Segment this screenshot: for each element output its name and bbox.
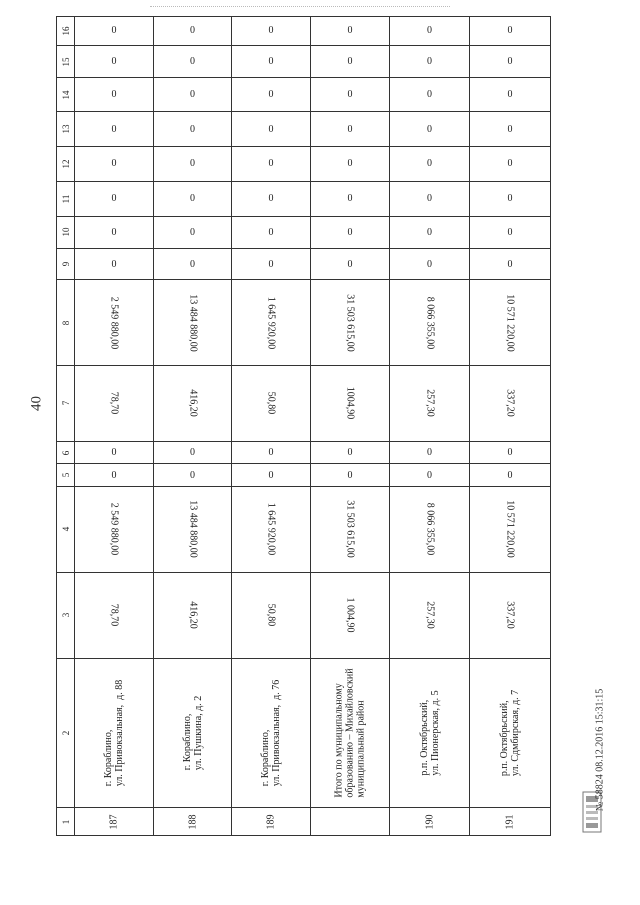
- zero-cell: [470, 181, 551, 216]
- cell-value: 0: [111, 89, 117, 101]
- cell-value: 0: [268, 56, 274, 68]
- table-row: [57, 572, 551, 658]
- cost-value: 2 549 880,00: [108, 503, 120, 556]
- col6-cell: [311, 441, 390, 464]
- area-cell-col3: [470, 572, 551, 658]
- zero-cell: [154, 146, 232, 181]
- zero-cell: [470, 249, 551, 280]
- column-number: 16: [60, 26, 71, 36]
- cost-value: 13 484 880,00: [187, 500, 198, 559]
- column-number: 3: [60, 613, 71, 618]
- cell-value: 0: [507, 89, 513, 101]
- area-value: 416,20: [187, 601, 198, 630]
- zero-cell: [470, 17, 551, 46]
- row-id-cell: [311, 808, 390, 836]
- zero-cell: [232, 146, 311, 181]
- cell-value: 0: [268, 25, 274, 37]
- zero-cell: [154, 181, 232, 216]
- cost-cell-col8: [470, 280, 551, 366]
- table-row: [57, 216, 551, 249]
- document-table: [56, 16, 551, 836]
- col6-cell: [154, 441, 232, 464]
- cell-value: 0: [190, 25, 195, 37]
- zero-cell: [75, 249, 154, 280]
- cell-value: 0: [347, 226, 353, 238]
- address-cell: [75, 658, 154, 807]
- zero-cell: [390, 181, 470, 216]
- zero-cell: [390, 45, 470, 78]
- column-number-cell: [57, 78, 75, 112]
- zero-cell: [470, 146, 551, 181]
- column-number-cell: [57, 441, 75, 464]
- cell-value: 0: [190, 158, 195, 170]
- row-id: 188: [187, 814, 198, 830]
- row-id: 190: [424, 814, 435, 830]
- area-cell-col3: [75, 572, 154, 658]
- cost-cell-col8: [390, 280, 470, 366]
- column-number: 7: [60, 401, 71, 406]
- cell-value: 0: [427, 89, 432, 101]
- cell-value: 0: [507, 25, 513, 37]
- zero-cell: [232, 45, 311, 78]
- column-number: 12: [60, 159, 71, 169]
- cell-value: 0: [427, 193, 432, 205]
- cell-value: 0: [507, 447, 513, 459]
- cell-value: 0: [268, 226, 274, 238]
- column-number-cell: [57, 280, 75, 366]
- zero-cell: [154, 17, 232, 46]
- zero-cell: [232, 112, 311, 147]
- cost-value: 10 571 220,00: [504, 500, 516, 559]
- registration-stamp: [580, 600, 620, 900]
- address-text: р.п. Октябрьский, ул. Сдмбирская, д. 7: [499, 689, 521, 777]
- row-id: 189: [265, 814, 277, 830]
- zero-cell: [232, 181, 311, 216]
- col5-cell: [311, 464, 390, 487]
- cell-value: 0: [347, 56, 353, 68]
- column-number: 9: [60, 261, 71, 267]
- zero-cell: [311, 181, 390, 216]
- cost-value: 1 645 920,00: [265, 296, 277, 349]
- cost-value: 1 645 920,00: [265, 503, 277, 556]
- cost-cell-col8: [75, 280, 154, 366]
- zero-cell: [390, 78, 470, 112]
- cell-value: 0: [427, 56, 432, 68]
- cell-value: 0: [427, 469, 432, 481]
- cell-value: 0: [190, 193, 195, 205]
- cell-value: 0: [347, 193, 353, 205]
- area-value: 78,70: [108, 604, 120, 627]
- stamp-text: № 58824 08.12.2016 15:31:15: [594, 688, 606, 812]
- cell-value: 0: [111, 226, 117, 238]
- cell-value: 0: [111, 56, 117, 68]
- zero-cell: [232, 216, 311, 249]
- cell-value: 0: [347, 123, 353, 135]
- col5-cell: [470, 464, 551, 487]
- zero-cell: [75, 146, 154, 181]
- cell-value: 0: [427, 25, 432, 37]
- area-value: 1004,90: [344, 387, 356, 420]
- table-row: [57, 112, 551, 147]
- cell-value: 0: [268, 158, 274, 170]
- cell-value: 0: [507, 226, 513, 238]
- zero-cell: [311, 45, 390, 78]
- cell-value: 0: [347, 25, 353, 37]
- column-number: 1: [60, 819, 71, 824]
- zero-cell: [154, 78, 232, 112]
- page-number: 40: [28, 396, 45, 411]
- cell-value: 0: [111, 193, 117, 205]
- column-number-cell: [57, 366, 75, 442]
- area-cell-col7: [154, 366, 232, 442]
- zero-cell: [311, 146, 390, 181]
- cost-value: 8 066 355,00: [424, 296, 435, 349]
- cell-value: 0: [111, 469, 117, 481]
- area-cell-col3: [232, 572, 311, 658]
- column-number-cell: [57, 216, 75, 249]
- cell-value: 0: [190, 89, 195, 101]
- zero-cell: [390, 216, 470, 249]
- row-id: 187: [108, 814, 120, 830]
- area-value: 50,80: [265, 604, 277, 627]
- cell-value: 0: [347, 158, 353, 170]
- zero-cell: [390, 249, 470, 280]
- table-row: [57, 486, 551, 572]
- area-cell-col7: [232, 366, 311, 442]
- column-number: 10: [60, 227, 71, 237]
- row-id: 191: [504, 814, 516, 830]
- cell-value: 0: [427, 447, 432, 459]
- area-value: 257,30: [424, 389, 435, 418]
- column-number: 13: [60, 124, 71, 134]
- col6-cell: [470, 441, 551, 464]
- column-number-cell: [57, 249, 75, 280]
- cost-cell-col4: [154, 486, 232, 572]
- cost-cell-col8: [154, 280, 232, 366]
- cost-cell-col8: [311, 280, 390, 366]
- area-cell-col3: [390, 572, 470, 658]
- zero-cell: [232, 249, 311, 280]
- table-row: [57, 808, 551, 836]
- column-number-cell: [57, 45, 75, 78]
- cell-value: 0: [268, 258, 274, 270]
- area-value: 78,70: [108, 392, 120, 415]
- column-number-cell: [57, 658, 75, 807]
- cell-value: 0: [268, 193, 274, 205]
- cell-value: 0: [111, 25, 117, 37]
- cost-cell-col8: [232, 280, 311, 366]
- cell-value: 0: [427, 258, 432, 270]
- column-number-cell: [57, 112, 75, 147]
- zero-cell: [390, 112, 470, 147]
- col6-cell: [232, 441, 311, 464]
- address-text: Итого по муниципальному образованию – Михайловский муниципальный район: [333, 668, 367, 798]
- column-number-cell: [57, 808, 75, 836]
- cost-value: 13 484 880,00: [187, 293, 198, 352]
- area-value: 1 004,90: [344, 597, 356, 633]
- table-row: [57, 249, 551, 280]
- zero-cell: [470, 78, 551, 112]
- area-value: 50,80: [265, 392, 277, 415]
- area-cell-col7: [311, 366, 390, 442]
- cell-value: 0: [190, 469, 195, 481]
- table-row: [57, 45, 551, 78]
- cost-value: 2 549 880,00: [108, 296, 120, 349]
- zero-cell: [75, 17, 154, 46]
- cost-value: 8 066 355,00: [424, 503, 435, 556]
- area-cell-col7: [390, 366, 470, 442]
- row-id-cell: [75, 808, 154, 836]
- column-number-cell: [57, 572, 75, 658]
- col5-cell: [154, 464, 232, 487]
- column-number: 2: [60, 730, 71, 736]
- col5-cell: [390, 464, 470, 487]
- cell-value: 0: [190, 447, 195, 459]
- address-cell: [470, 658, 551, 807]
- zero-cell: [232, 78, 311, 112]
- cell-value: 0: [347, 89, 353, 101]
- table-row: [57, 366, 551, 442]
- cell-value: 0: [190, 258, 195, 270]
- cell-value: 0: [347, 258, 353, 270]
- cell-value: 0: [347, 469, 353, 481]
- zero-cell: [470, 45, 551, 78]
- zero-cell: [311, 78, 390, 112]
- cost-cell-col4: [232, 486, 311, 572]
- area-value: 416,20: [187, 389, 198, 418]
- area-cell-col7: [470, 366, 551, 442]
- table-row: [57, 658, 551, 807]
- zero-cell: [154, 112, 232, 147]
- zero-cell: [75, 216, 154, 249]
- table-row: [57, 464, 551, 487]
- address-text: г. Кораблино, ул. Пушкина, д. 2: [181, 695, 204, 771]
- col5-cell: [75, 464, 154, 487]
- cell-value: 0: [111, 258, 117, 270]
- cell-value: 0: [111, 158, 117, 170]
- cell-value: 0: [507, 193, 513, 205]
- cost-cell-col4: [470, 486, 551, 572]
- cost-cell-col4: [311, 486, 390, 572]
- column-number: 14: [60, 90, 71, 100]
- zero-cell: [75, 112, 154, 147]
- column-number: 6: [60, 450, 71, 455]
- area-cell-col3: [154, 572, 232, 658]
- column-number-cell: [57, 17, 75, 46]
- cell-value: 0: [268, 469, 274, 481]
- row-id-cell: [470, 808, 551, 836]
- table-row: [57, 78, 551, 112]
- zero-cell: [390, 146, 470, 181]
- cell-value: 0: [268, 123, 274, 135]
- col6-cell: [390, 441, 470, 464]
- address-text: р.п. Октябрьский, ул. Пионерская, д. 5: [418, 690, 441, 776]
- zero-cell: [154, 216, 232, 249]
- column-number: 5: [60, 472, 71, 478]
- cost-value: 31 503 615,00: [344, 500, 356, 559]
- column-number-cell: [57, 146, 75, 181]
- cell-value: 0: [190, 56, 195, 68]
- zero-cell: [311, 249, 390, 280]
- zero-cell: [75, 45, 154, 78]
- address-text: г. Кораблино, ул. Привокзальная, д. 76: [260, 679, 282, 787]
- table-row: [57, 441, 551, 464]
- cell-value: 0: [268, 89, 274, 101]
- zero-cell: [390, 17, 470, 46]
- table-row: [57, 146, 551, 181]
- cell-value: 0: [507, 469, 513, 481]
- address-cell: [154, 658, 232, 807]
- zero-cell: [470, 216, 551, 249]
- cell-value: 0: [507, 56, 513, 68]
- address-cell: [390, 658, 470, 807]
- zero-cell: [470, 112, 551, 147]
- cell-value: 0: [507, 123, 513, 135]
- column-number: 11: [60, 194, 71, 204]
- column-number-cell: [57, 486, 75, 572]
- address-cell: [311, 658, 390, 807]
- cost-value: 31 503 615,00: [344, 293, 356, 352]
- column-number: 15: [60, 57, 71, 67]
- table-row: [57, 280, 551, 366]
- table-row: [57, 17, 551, 46]
- table-row: [57, 181, 551, 216]
- row-id-cell: [390, 808, 470, 836]
- zero-cell: [311, 17, 390, 46]
- zero-cell: [154, 249, 232, 280]
- col6-cell: [75, 441, 154, 464]
- column-number: 4: [60, 527, 71, 532]
- column-number: 8: [60, 320, 71, 325]
- cost-value: 10 571 220,00: [504, 293, 516, 352]
- cost-cell-col4: [75, 486, 154, 572]
- row-id-cell: [232, 808, 311, 836]
- cost-cell-col4: [390, 486, 470, 572]
- column-number-cell: [57, 464, 75, 487]
- zero-cell: [154, 45, 232, 78]
- area-value: 337,20: [504, 389, 516, 418]
- cell-value: 0: [507, 158, 513, 170]
- area-value: 257,30: [424, 601, 435, 630]
- row-id-cell: [154, 808, 232, 836]
- address-text: г. Кораблино, ул. Привокзальная, д. 88: [103, 679, 125, 787]
- area-value: 337,20: [504, 601, 516, 630]
- column-number-cell: [57, 181, 75, 216]
- cell-value: 0: [427, 226, 432, 238]
- zero-cell: [311, 112, 390, 147]
- cell-value: 0: [427, 123, 432, 135]
- area-cell-col7: [75, 366, 154, 442]
- cell-value: 0: [268, 447, 274, 459]
- zero-cell: [75, 181, 154, 216]
- zero-cell: [311, 216, 390, 249]
- cell-value: 0: [190, 226, 195, 238]
- top-dotted-line: [150, 6, 450, 8]
- zero-cell: [232, 17, 311, 46]
- cell-value: 0: [111, 447, 117, 459]
- cell-value: 0: [190, 123, 195, 135]
- cell-value: 0: [111, 123, 117, 135]
- cell-value: 0: [347, 447, 353, 459]
- cell-value: 0: [507, 258, 513, 270]
- area-cell-col3: [311, 572, 390, 658]
- address-cell: [232, 658, 311, 807]
- zero-cell: [75, 78, 154, 112]
- col5-cell: [232, 464, 311, 487]
- cell-value: 0: [427, 158, 432, 170]
